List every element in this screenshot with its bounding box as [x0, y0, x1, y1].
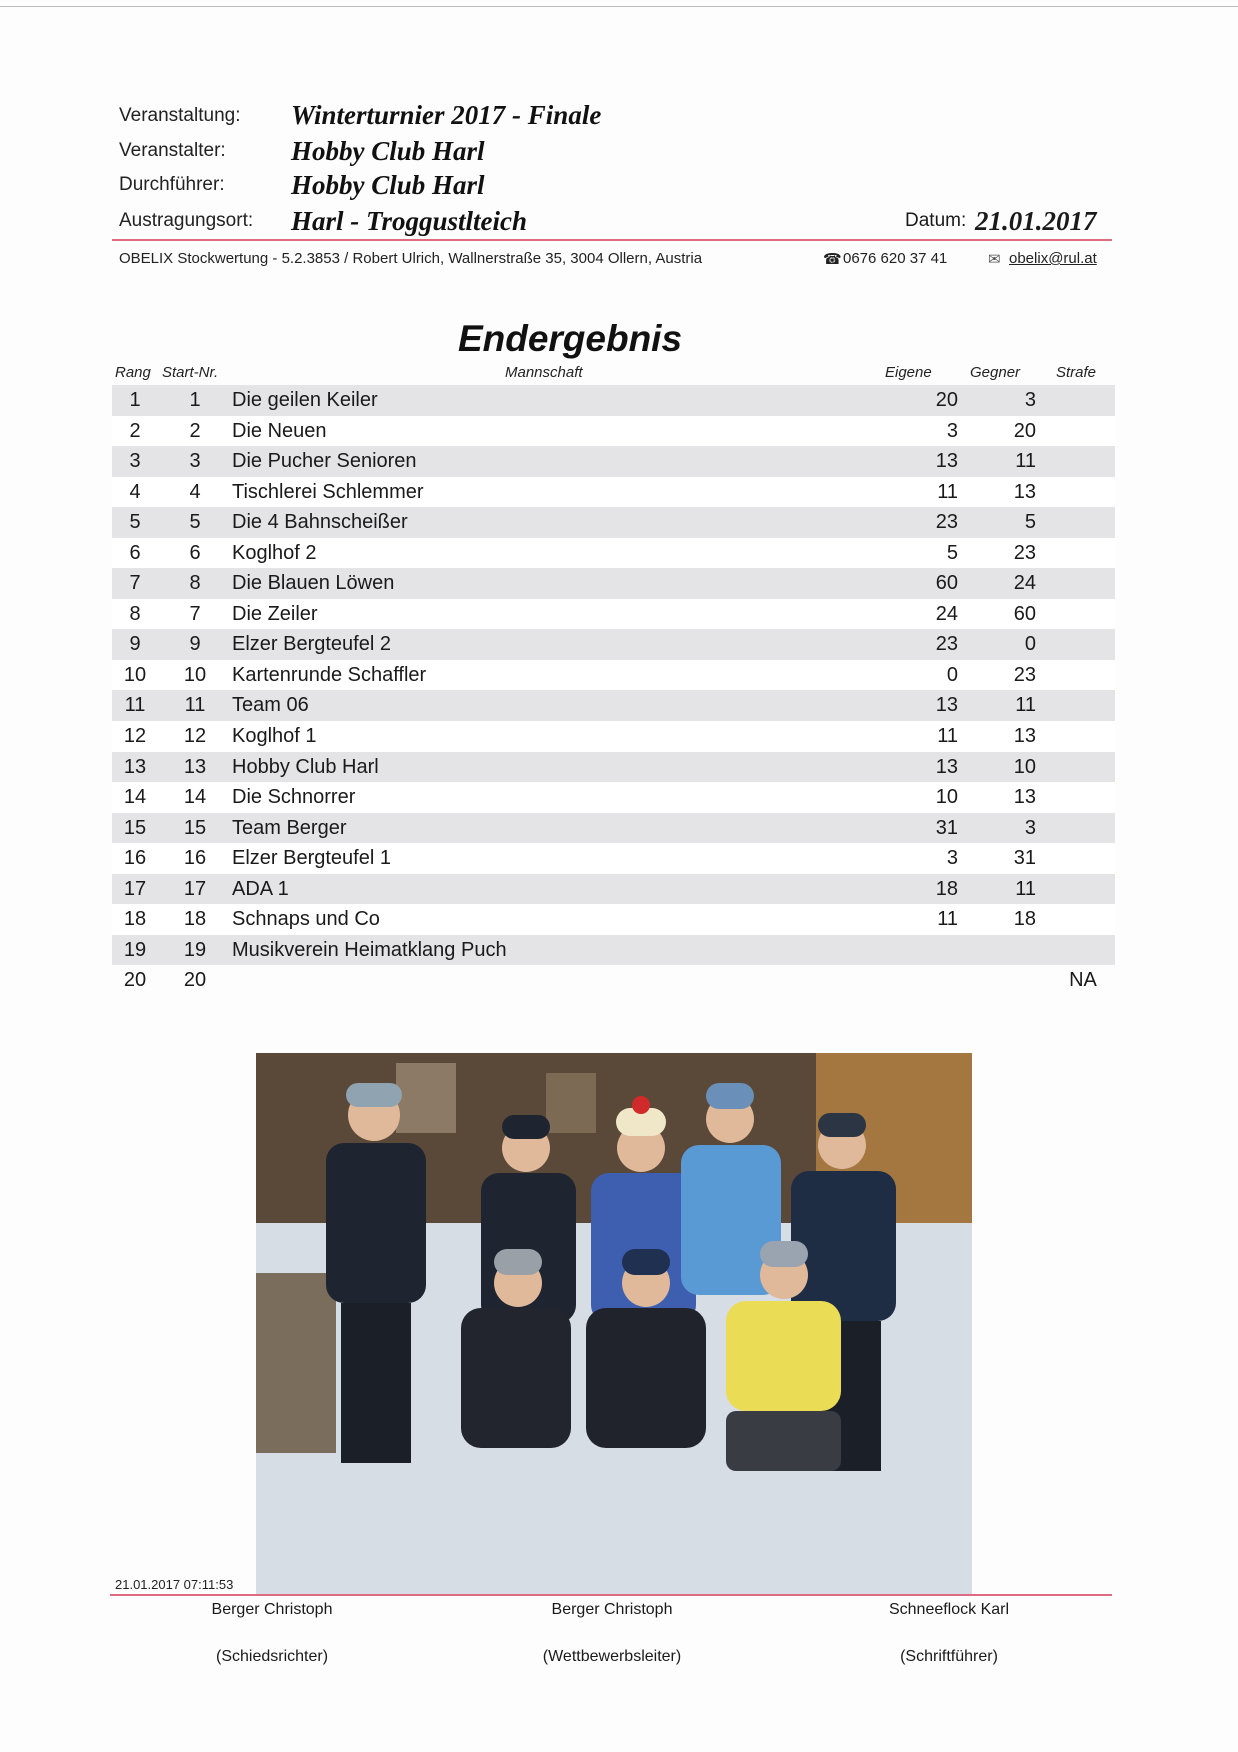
cell-own: 11: [937, 480, 958, 503]
cell-opp: 0: [1024, 633, 1036, 656]
header-divider: [112, 239, 1112, 241]
cell-team: Koglhof 2: [232, 541, 317, 564]
cell-team: Die Blauen Löwen: [232, 572, 395, 595]
footer-divider: [110, 1594, 1112, 1596]
cell-own: 60: [935, 572, 958, 595]
print-timestamp: 21.01.2017 07:11:53: [115, 1577, 234, 1592]
cell-own: 13: [935, 755, 958, 778]
results-table: [112, 385, 1115, 996]
cell-rang: 5: [129, 511, 141, 534]
cell-team: Koglhof 1: [232, 725, 317, 748]
table-row: [112, 660, 1115, 691]
page-title: Endergebnis: [457, 318, 683, 359]
cell-team: Die geilen Keiler: [232, 389, 378, 411]
cell-rang: 15: [123, 816, 147, 839]
cell-team: Musikverein Heimatklang Puch: [232, 938, 507, 961]
col-penalty: Strafe: [1056, 364, 1097, 381]
email-link[interactable]: obelix@rul.at: [1009, 250, 1097, 267]
cell-start: 18: [183, 908, 207, 931]
cell-own: 0: [946, 663, 958, 686]
table-row: [112, 752, 1115, 783]
cell-rang: 1: [129, 389, 141, 411]
cell-rang: 7: [129, 572, 141, 595]
cell-start: 3: [189, 450, 201, 473]
phone-icon: ☎: [823, 251, 842, 268]
cell-team: Team 06: [232, 694, 309, 717]
page-top-edge: [0, 6, 1238, 7]
cell-team: Team Berger: [232, 816, 347, 839]
date-label: Datum:: [905, 210, 967, 231]
table-row: [112, 416, 1115, 447]
cell-start: 4: [189, 480, 201, 503]
table-row: [112, 843, 1115, 874]
table-row: [112, 568, 1115, 599]
cell-opp: 11: [1015, 450, 1036, 473]
cell-own: 3: [946, 847, 958, 870]
table-row: [112, 813, 1115, 844]
table-row: [112, 446, 1115, 477]
organizer-value: Hobby Club Harl: [291, 136, 485, 166]
signature-role-referee: (Schiedsrichter): [215, 1648, 329, 1665]
cell-own: 23: [935, 633, 958, 656]
cell-own: 5: [946, 541, 958, 564]
venue-label: Austragungsort:: [119, 210, 254, 231]
table-row: [112, 721, 1115, 752]
cell-rang: 12: [123, 725, 147, 748]
cell-start: 10: [183, 663, 207, 686]
team-photo: [256, 1053, 972, 1595]
table-row: [112, 690, 1115, 721]
table-row: [112, 629, 1115, 660]
cell-rang: 16: [123, 847, 147, 870]
cell-opp: 24: [1013, 572, 1036, 595]
cell-start: 17: [183, 877, 207, 900]
cell-rang: 17: [123, 877, 147, 900]
cell-own: 11: [937, 908, 958, 931]
cell-start: 14: [183, 786, 207, 809]
table-row: [112, 782, 1115, 813]
event-value: Winterturnier 2017 - Finale: [291, 100, 602, 130]
cell-start: 7: [189, 602, 201, 625]
cell-start: 15: [183, 816, 207, 839]
cell-start: 11: [184, 694, 206, 717]
cell-rang: 18: [123, 908, 147, 931]
cell-own: 20: [935, 389, 958, 411]
cell-own: 13: [935, 450, 958, 473]
cell-own: 18: [935, 877, 958, 900]
cell-rang: 19: [123, 938, 147, 961]
cell-penalty: NA: [1069, 969, 1097, 992]
cell-opp: 3: [1024, 389, 1036, 411]
cell-rang: 3: [129, 450, 141, 473]
table-row: [112, 904, 1115, 935]
cell-start: 2: [189, 419, 201, 442]
table-row: [112, 507, 1115, 538]
date-value: 21.01.2017: [975, 206, 1097, 236]
cell-team: ADA 1: [232, 877, 289, 900]
cell-team: Die Zeiler: [232, 602, 318, 625]
event-label: Veranstaltung:: [119, 105, 241, 126]
cell-team: Die Neuen: [232, 419, 327, 442]
col-opp: Gegner: [970, 364, 1021, 381]
cell-opp: 60: [1013, 602, 1036, 625]
cell-start: 13: [183, 755, 207, 778]
cell-rang: 20: [123, 969, 147, 992]
cell-opp: 3: [1024, 816, 1036, 839]
signature-name-referee: Berger Christoph: [211, 1601, 333, 1618]
cell-own: 11: [937, 725, 958, 748]
executor-label: Durchführer:: [119, 174, 225, 195]
cell-start: 20: [183, 969, 207, 992]
cell-opp: 5: [1024, 511, 1036, 534]
table-row: [112, 477, 1115, 508]
cell-team: Die Pucher Senioren: [232, 450, 417, 473]
signature-role-secretary: (Schriftführer): [900, 1648, 998, 1665]
cell-own: 13: [935, 694, 958, 717]
cell-start: 5: [189, 511, 201, 534]
cell-own: 10: [935, 786, 958, 809]
cell-rang: 4: [129, 480, 141, 503]
cell-team: Die Schnorrer: [232, 786, 356, 809]
table-row: [112, 599, 1115, 630]
cell-opp: 23: [1013, 541, 1036, 564]
executor-value: Hobby Club Harl: [291, 170, 485, 200]
cell-team: Hobby Club Harl: [232, 755, 379, 778]
cell-start: 6: [189, 541, 201, 564]
cell-rang: 8: [129, 602, 141, 625]
cell-team: Kartenrunde Schaffler: [232, 663, 427, 686]
cell-team: Elzer Bergteufel 2: [232, 633, 391, 656]
cell-start: 8: [189, 572, 201, 595]
cell-own: 23: [935, 511, 958, 534]
col-own: Eigene: [885, 364, 932, 381]
cell-opp: 20: [1013, 419, 1036, 442]
cell-opp: 13: [1013, 480, 1036, 503]
cell-start: 12: [183, 725, 207, 748]
col-team: Mannschaft: [505, 364, 583, 381]
organizer-label: Veranstalter:: [119, 140, 226, 161]
cell-team: Schnaps und Co: [232, 908, 380, 931]
cell-rang: 11: [124, 694, 146, 717]
cell-rang: 6: [129, 541, 141, 564]
table-row: [112, 935, 1115, 966]
cell-opp: 23: [1013, 663, 1036, 686]
cell-start: 1: [189, 389, 201, 411]
cell-rang: 9: [129, 633, 141, 656]
signature-name-secretary: Schneeflock Karl: [888, 1601, 1010, 1618]
mail-icon: ✉: [988, 251, 1001, 268]
cell-opp: 13: [1013, 786, 1036, 809]
cell-own: 31: [935, 816, 958, 839]
phone-number: 0676 620 37 41: [843, 250, 948, 267]
cell-rang: 13: [123, 755, 147, 778]
table-row: [112, 874, 1115, 905]
cell-opp: 18: [1013, 908, 1036, 931]
signature-role-competition-lead: (Wettbewerbsleiter): [542, 1648, 682, 1665]
cell-opp: 11: [1015, 694, 1036, 717]
cell-own: 24: [935, 602, 958, 625]
cell-start: 19: [183, 938, 207, 961]
col-rang: Rang: [115, 364, 151, 381]
venue-value: Harl - Troggustlteich: [291, 206, 528, 236]
team-photo-illustration: [256, 1053, 972, 1595]
cell-opp: 11: [1015, 877, 1036, 900]
cell-own: 3: [946, 419, 958, 442]
cell-rang: 14: [123, 786, 147, 809]
cell-rang: 10: [123, 663, 147, 686]
cell-start: 9: [189, 633, 201, 656]
col-start: Start-Nr.: [162, 364, 219, 381]
cell-opp: 10: [1013, 755, 1036, 778]
cell-team: Elzer Bergteufel 1: [232, 847, 391, 870]
cell-opp: 31: [1013, 847, 1036, 870]
table-row: [112, 538, 1115, 569]
table-row: [112, 965, 1115, 996]
cell-rang: 2: [129, 419, 141, 442]
signature-name-competition-lead: Berger Christoph: [551, 1601, 673, 1618]
cell-team: Tischlerei Schlemmer: [232, 480, 424, 503]
cell-start: 16: [183, 847, 207, 870]
cell-opp: 13: [1013, 725, 1036, 748]
cell-team: Die 4 Bahnscheißer: [232, 511, 408, 534]
table-row: [112, 385, 1115, 416]
software-credit: OBELIX Stockwertung - 5.2.3853 / Robert Ulrich, Wallnerstraße 35, 3004 Ollern, Austria: [119, 250, 703, 267]
